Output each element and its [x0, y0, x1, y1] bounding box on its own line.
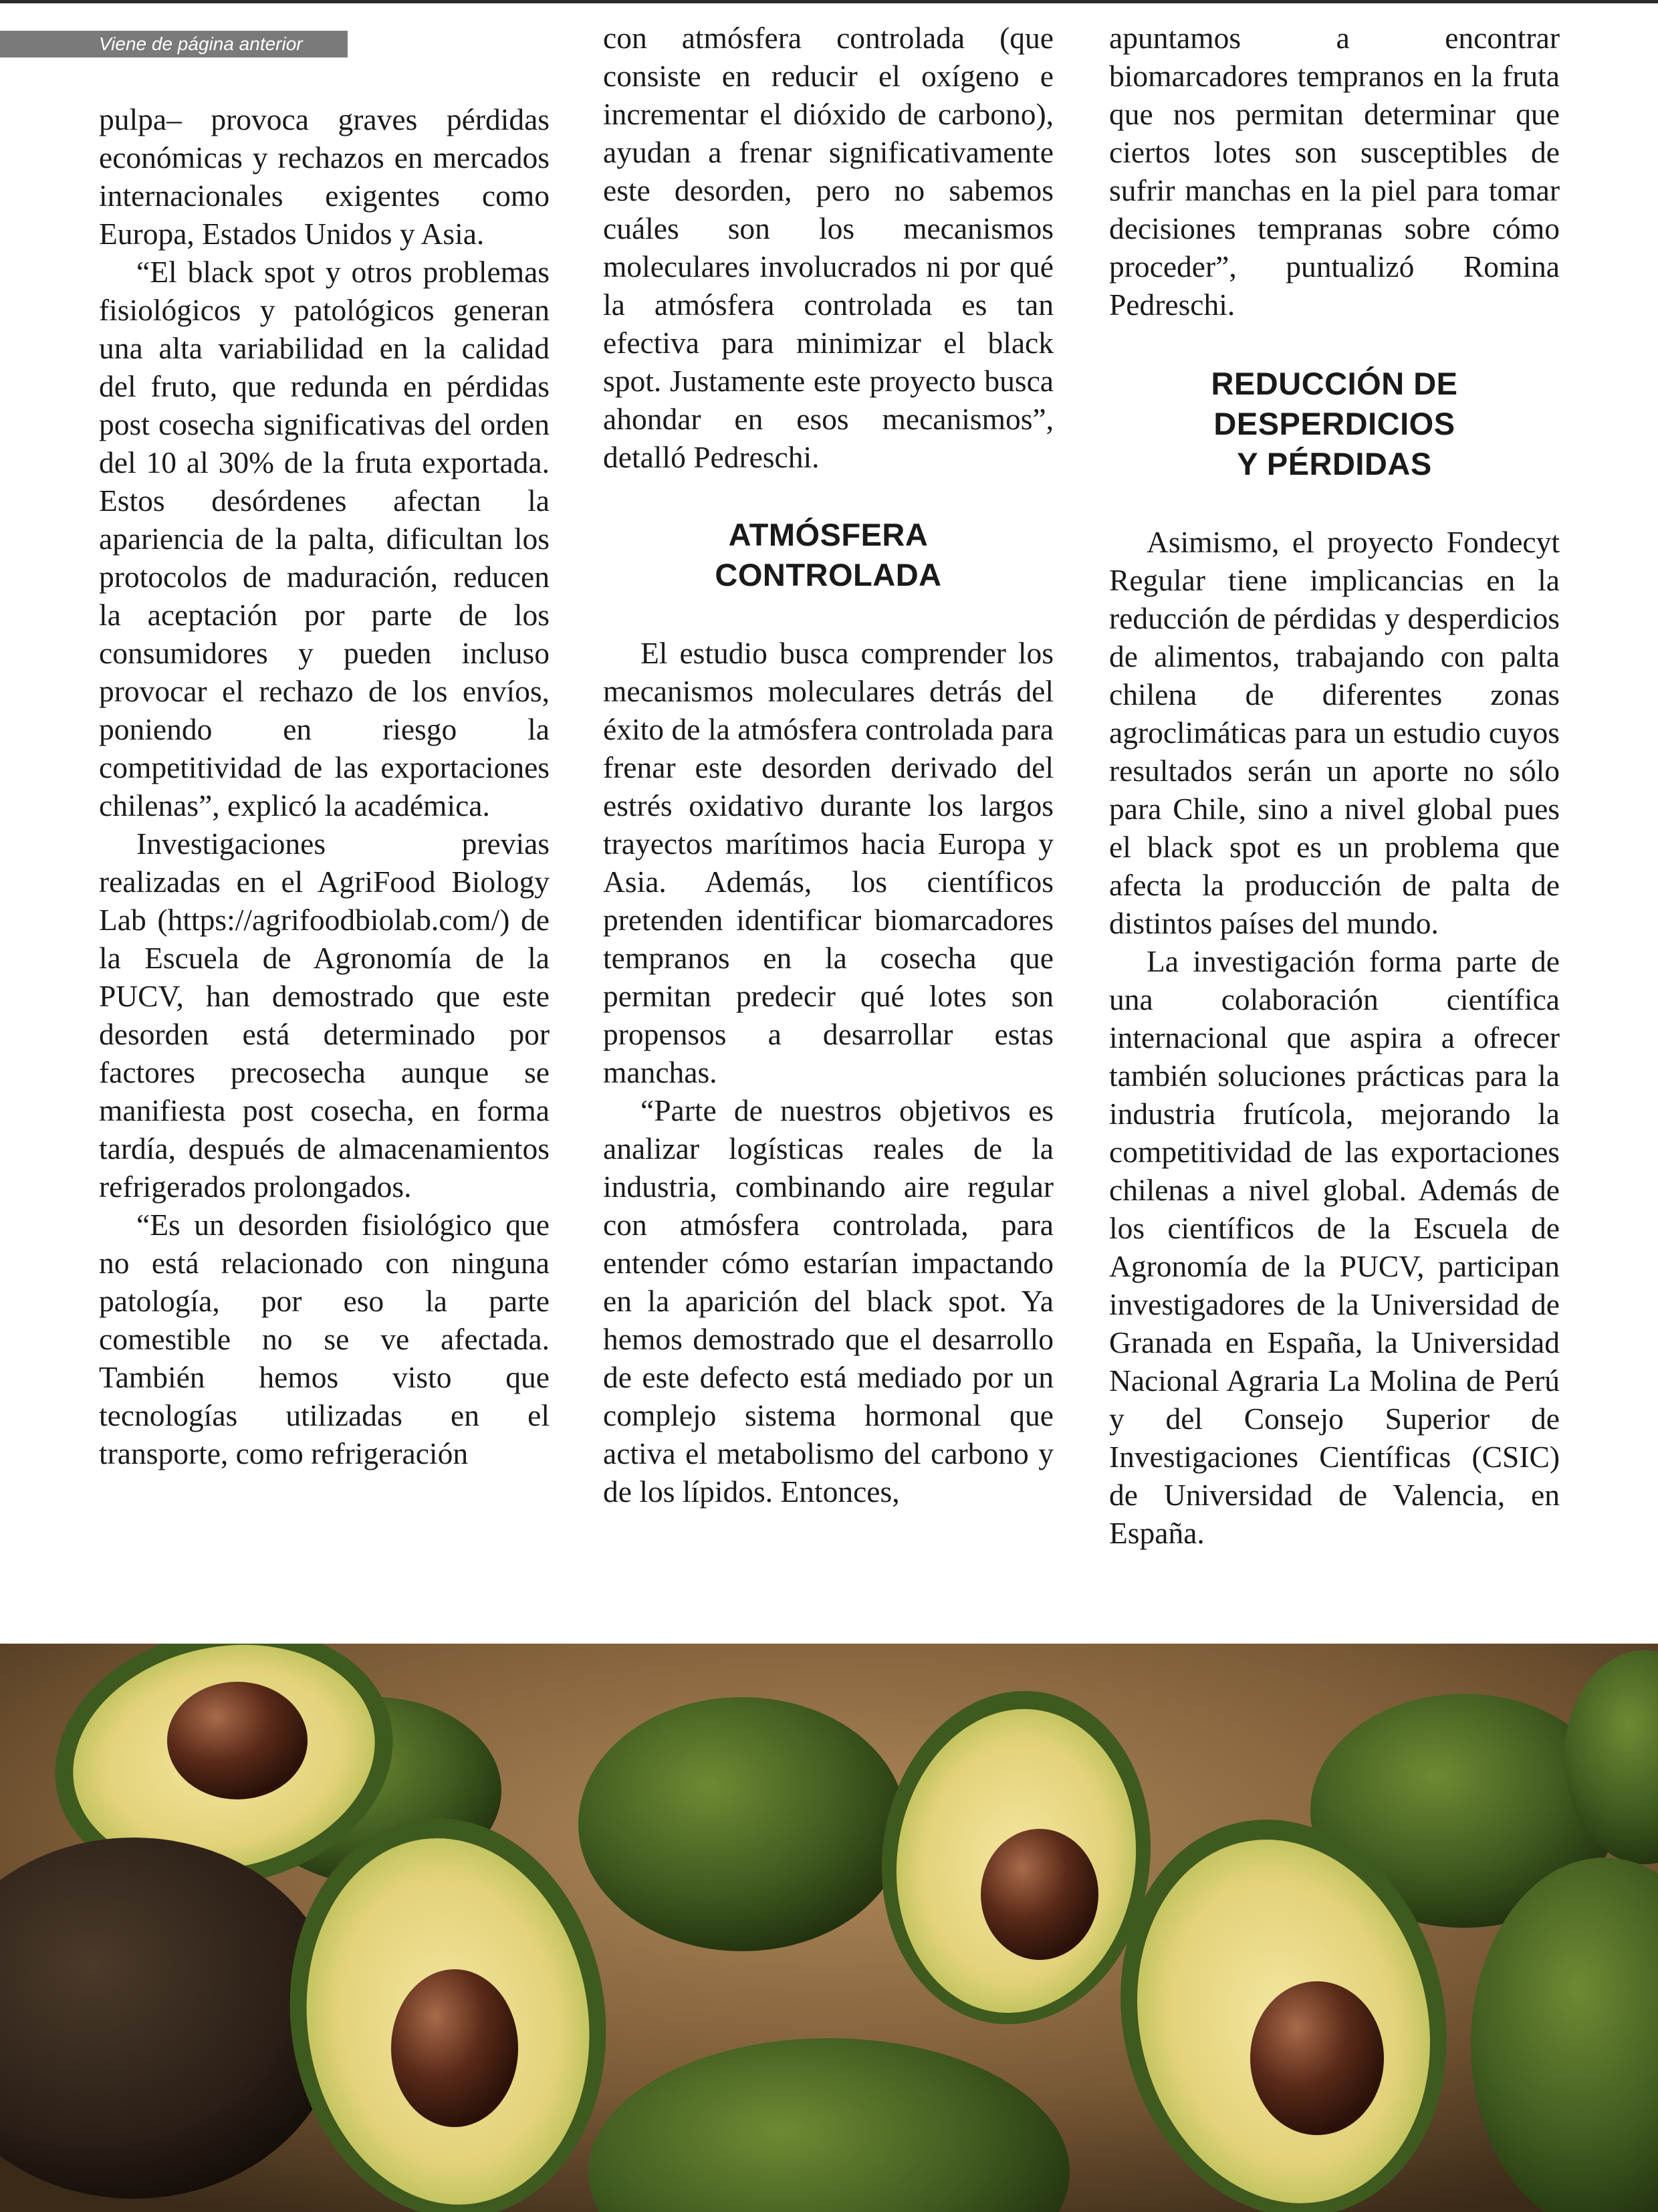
heading-line-1: REDUCCIÓN DE	[1211, 366, 1458, 401]
avocado-photo	[0, 1644, 1658, 2212]
whole-avocado	[578, 1697, 906, 1951]
column2-paragraph-2: El estudio busca comprender los mecanismos moleculares detrás del éxito de la atmósfera controlada para frenar este desorden derivado del estrés oxidativo durante los largos trayectos marítimos hacia Europa y Asia. Además, los científicos pretenden identificar biomarcadores tempranos en la cosecha que permitan predecir qué lotes son propensos a desarrollar estas manchas.	[603, 636, 1054, 1089]
heading-line-2: DESPERDICIOS	[1213, 406, 1455, 441]
column2-paragraph-3: “Parte de nuestros objetivos es analizar logísticas reales de la industria, combinando aire regular con atmósfera controlada, para entender cómo estarían impactando en la aparición del black spot. Ya hemos demostrado que el desarrollo de este defecto está mediado por un complejo sistema hormonal que activa el metabolismo del carbono y de los lípidos. Entonces,	[603, 1093, 1054, 1509]
column3-paragraph-1: apuntamos a encontrar biomarcadores tempranos en la fruta que nos permitan determinar que ciertos lotes son susceptibles de sufrir manchas en la piel para tomar decisiones tempranas sobre cómo proceder”, puntualizó Romina Pedreschi.	[1109, 21, 1560, 322]
column-3	[1109, 19, 1560, 1552]
column-2	[603, 19, 1054, 1511]
column1-paragraph-3: Investigaciones previas realizadas en el AgriFood Biology Lab (https://agrifoodbiolab.com/) de la Escuela de Agronomía de la PUCV, han demostrado que este desorden está determinado por factores precosecha aunque se manifiesta post cosecha, en forma tardía, después de almacenamientos refrigerados prolongados.	[99, 826, 550, 1204]
heading-line-1: ATMÓSFERA	[728, 517, 929, 552]
continued-from-previous-page-tag: Viene de página anterior	[0, 31, 348, 58]
column3-paragraph-3: La investigación forma parte de una colaboración científica internacional que aspira a ofrecer también soluciones prácticas para la industria frutícola, mejorando la competitividad de las exportaciones chilenas a nivel global. Además de los científicos de la Escuela de Agronomía de la PUCV, participan investigadores de la Universidad de Granada en España, la Universidad Nacional Agraria La Molina de Perú y del Consejo Superior de Investigaciones Científicas (CSIC) de Universidad de Valencia, en España.	[1109, 944, 1560, 1550]
column2-paragraph-1: con atmósfera controlada (que consiste en reducir el oxígeno e incrementar el dióxido de carbono), ayudan a frenar significativamente este desorden, pero no sabemos cuáles son los mecanismos moleculares involucrados ni por qué la atmósfera controlada es tan efectiva para minimizar el black spot. Justamente este proyecto busca ahondar en esos mecanismos”, detalló Pedreschi.	[603, 21, 1054, 474]
heading-line-3: Y PÉRDIDAS	[1237, 446, 1432, 481]
heading-line-2: CONTROLADA	[715, 557, 942, 592]
column1-paragraph-4: “Es un desorden fisiológico que no está relacionado con ninguna patología, por eso la parte comestible no se ve afectada. También hemos visto que tecnologías utilizadas en el transporte, como refrigeración	[99, 1208, 550, 1470]
column3-paragraph-2: Asimismo, el proyecto Fondecyt Regular tiene implicancias en la reducción de pérdidas y desperdicios de alimentos, trabajando con palta chilena de diferentes zonas agroclimáticas para un estudio cuyos resultados serán un aporte no sólo para Chile, sino a nivel global pues el black spot es un problema que afecta la producción de palta de distintos países del mundo.	[1109, 525, 1560, 940]
column1-paragraph-1: pulpa– provoca graves pérdidas económicas y rechazos en mercados internacionales exigentes como Europa, Estados Unidos y Asia.	[99, 102, 550, 251]
section-heading-atmosfera-controlada	[603, 515, 1054, 595]
column-1	[99, 100, 550, 1472]
section-heading-reduccion-desperdicios	[1109, 364, 1560, 484]
column1-paragraph-2: “El black spot y otros problemas fisiológicos y patológicos generan una alta variabilidad en la calidad del fruto, que redunda en pérdidas post cosecha significativas del orden del 10 al 30% de la fruta exportada. Estos desórdenes afectan la apariencia de la palta, dificultan los protocolos de maduración, reducen la aceptación por parte de los consumidores y pueden incluso provocar el rechazo de los envíos, poniendo en riesgo la competitividad de las exportaciones chilenas”, explicó la académica.	[99, 255, 550, 822]
top-rule	[0, 0, 1658, 3]
avocado-illustration	[0, 1644, 1658, 2212]
